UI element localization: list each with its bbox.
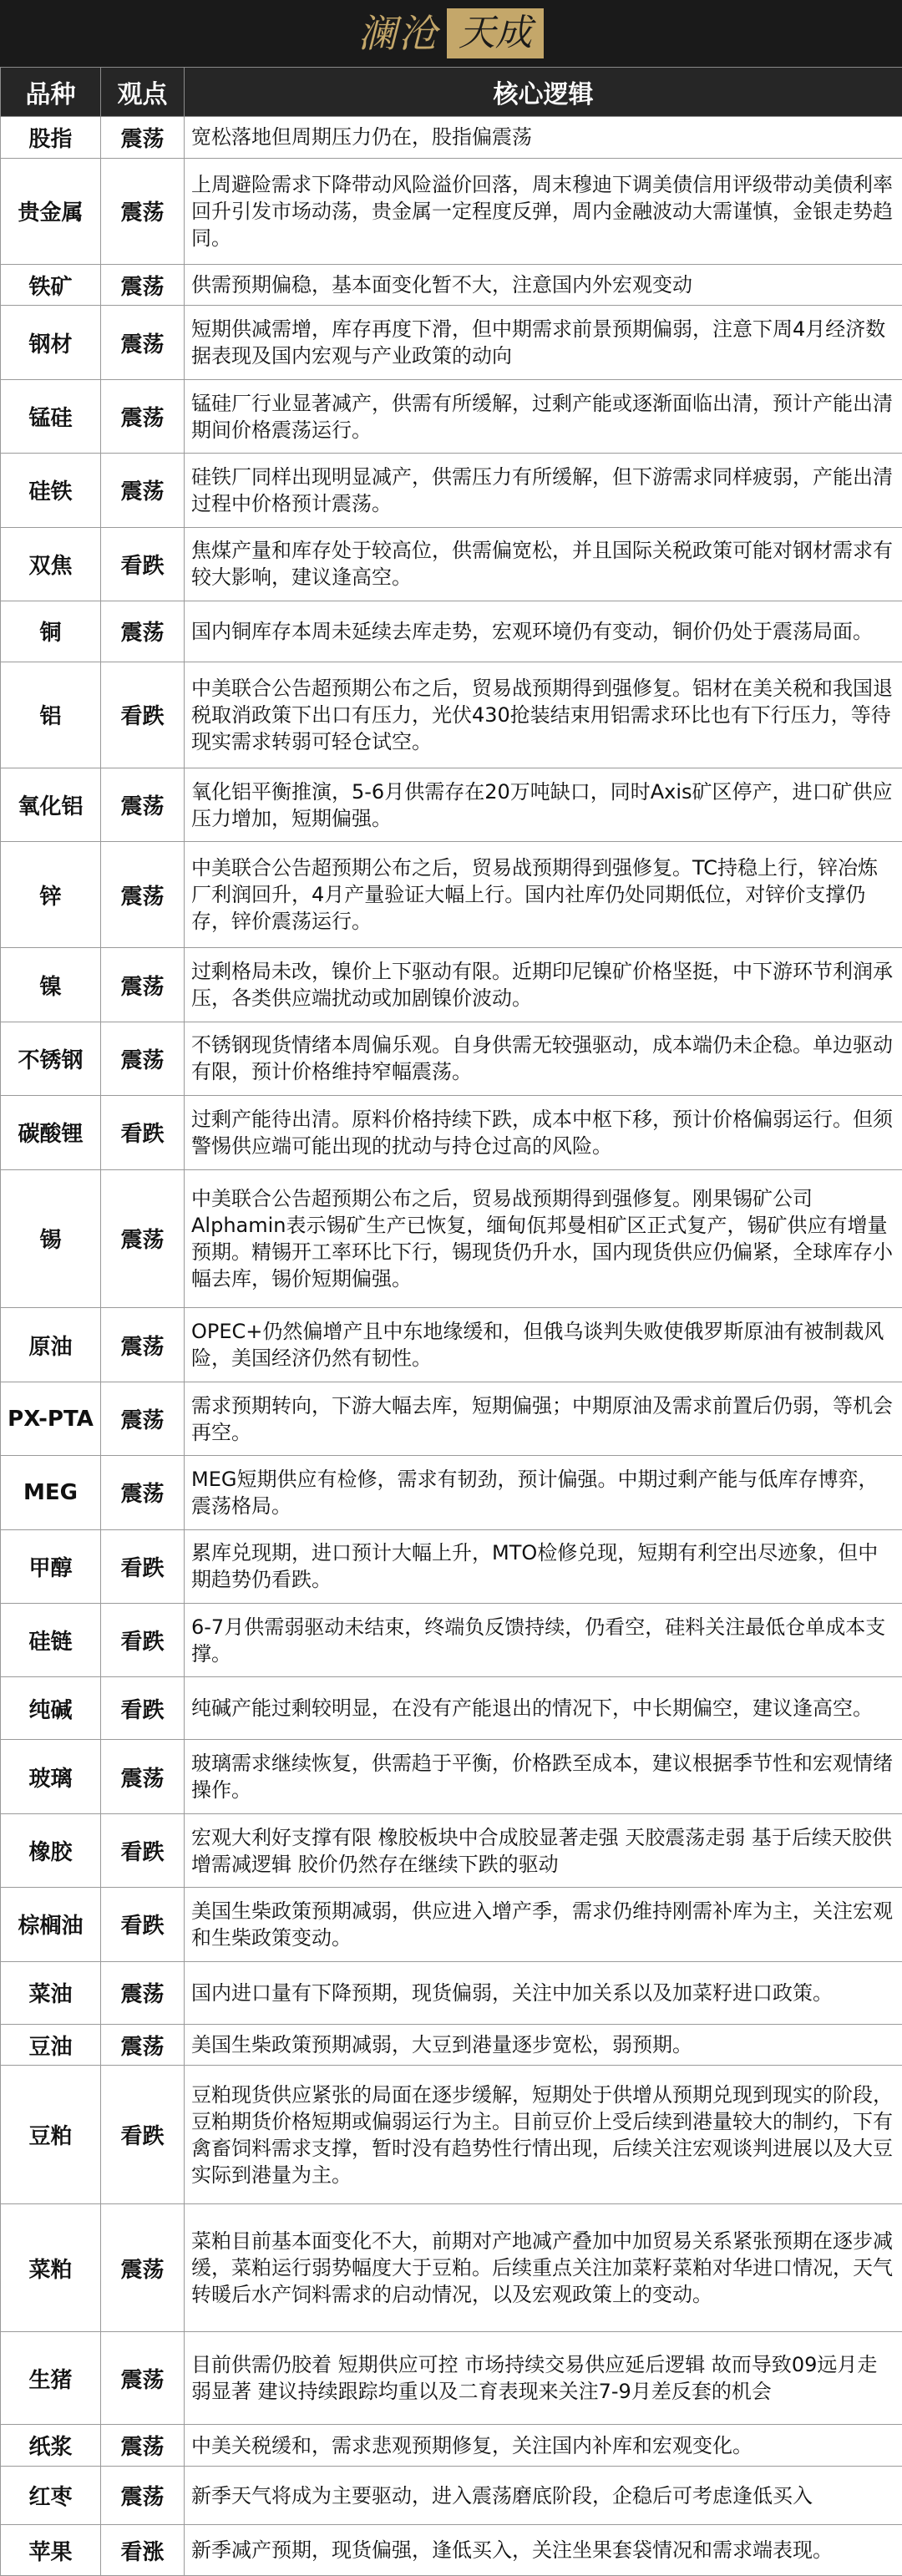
cell-view: 看跌 [101,662,185,768]
cell-variety: 双焦 [1,527,101,601]
cell-variety: 橡胶 [1,1813,101,1887]
cell-view: 震荡 [101,117,185,159]
cell-logic: 新季天气将成为主要驱动，进入震荡磨底阶段，企稳后可考虑逢低买入 [185,2466,902,2524]
cell-variety: 甲醇 [1,1529,101,1603]
table-row [1,1604,902,1677]
cell-variety: 纸浆 [1,2425,101,2467]
cell-view: 震荡 [101,2204,185,2332]
cell-view: 看跌 [101,1677,185,1740]
cell-logic: 需求预期转向，下游大幅去库，短期偏强；中期原油及需求前置后仍弱，等机会再空。 [185,1382,902,1455]
cell-view: 震荡 [101,1308,185,1382]
header-logic: 核心逻辑 [185,68,902,117]
table-row [1,1740,902,1813]
cell-logic: 新季减产预期，现货偏强，逢低买入，关注坐果套袋情况和需求端表现。 [185,2525,902,2576]
cell-view: 震荡 [101,158,185,264]
table-row [1,379,902,453]
cell-view: 震荡 [101,1382,185,1455]
cell-view: 震荡 [101,1022,185,1095]
cell-view: 震荡 [101,264,185,306]
cell-view: 看跌 [101,1604,185,1677]
table-row [1,527,902,601]
cell-logic: 短期供减需增，库存再度下滑，但中期需求前景预期偏弱，注意下周4月经济数据表现及国内宏观与产业政策的动向 [185,306,902,379]
cell-view: 看跌 [101,1096,185,1169]
table-row [1,1456,902,1529]
cell-variety: 铁矿 [1,264,101,306]
table-row [1,842,902,948]
cell-view: 震荡 [101,1456,185,1529]
table-row [1,662,902,768]
cell-logic: 豆粕现货供应紧张的局面在逐步缓解，短期处于供增从预期兑现到现实的阶段，豆粕期货价格短期或偏弱运行为主。目前豆价上受后续到港量较大的制约，下有禽畜饲料需求支撑，暂时没有趋势性行情出现，后续关注宏观谈判进展以及大豆实际到港量为主。 [185,2066,902,2204]
table-header-row [1,68,902,117]
cell-variety: 豆油 [1,2024,101,2066]
cell-logic: OPEC+仍然偏增产且中东地缘缓和，但俄乌谈判失败使俄罗斯原油有被制裁风险，美国经济仍然有韧性。 [185,1308,902,1382]
table-row [1,2204,902,2332]
cell-logic: 美国生柴政策预期减弱，供应进入增产季，需求仍维持刚需补库为主，关注宏观和生柴政策变动。 [185,1888,902,1961]
cell-variety: 碳酸锂 [1,1096,101,1169]
cell-variety: PX-PTA [1,1382,101,1455]
cell-logic: 中美联合公告超预期公布之后，贸易战预期得到强修复。TC持稳上行，锌冶炼厂利润回升，4月产量验证大幅上行。国内社库仍处同期低位，对锌价支撑仍存，锌价震荡运行。 [185,842,902,948]
table-row [1,1022,902,1095]
cell-variety: 苹果 [1,2525,101,2576]
cell-view: 震荡 [101,2466,185,2524]
cell-logic: 过剩产能待出清。原料价格持续下跌，成本中枢下移，预计价格偏弱运行。但须警惕供应端可能出现的扰动与持仓过高的风险。 [185,1096,902,1169]
cell-logic: 锰硅厂行业显著减产，供需有所缓解，过剩产能或逐渐面临出清，预计产能出清期间价格震荡运行。 [185,379,902,453]
cell-view: 震荡 [101,768,185,841]
cell-variety: 菜粕 [1,2204,101,2332]
cell-logic: 宽松落地但周期压力仍在，股指偏震荡 [185,117,902,159]
table-body [1,117,902,2576]
cell-variety: 锡 [1,1169,101,1308]
cell-variety: 不锈钢 [1,1022,101,1095]
brand-logo-right: 天成 [447,8,544,58]
cell-logic: 宏观大利好支撑有限 橡胶板块中合成胶显著走强 天胶震荡走弱 基于后续天胶供增需减逻辑 胶价仍然存在继续下跌的驱动 [185,1813,902,1887]
cell-view: 看跌 [101,527,185,601]
cell-variety: 钢材 [1,306,101,379]
cell-logic: 供需预期偏稳，基本面变化暂不大，注意国内外宏观变动 [185,264,902,306]
table-row [1,2024,902,2066]
cell-logic: 氧化铝平衡推演，5-6月供需存在20万吨缺口，同时Axis矿区停产，进口矿供应压力增加，短期偏强。 [185,768,902,841]
table-row [1,1169,902,1308]
cell-view: 看涨 [101,2525,185,2576]
cell-view: 震荡 [101,1169,185,1308]
cell-view: 震荡 [101,2024,185,2066]
table-row [1,601,902,662]
cell-view: 震荡 [101,601,185,662]
cell-view: 看跌 [101,1529,185,1603]
cell-variety: 菜油 [1,1961,101,2024]
cell-variety: 氧化铝 [1,768,101,841]
cell-variety: 硅铁 [1,454,101,527]
cell-view: 震荡 [101,948,185,1022]
cell-variety: 棕榈油 [1,1888,101,1961]
cell-logic: 累库兑现期，进口预计大幅上升，MTO检修兑现，短期有利空出尽迹象，但中期趋势仍看跌。 [185,1529,902,1603]
table-row [1,117,902,159]
cell-logic: 不锈钢现货情绪本周偏乐观。自身供需无较强驱动，成本端仍未企稳。单边驱动有限，预计价格维持窄幅震荡。 [185,1022,902,1095]
cell-logic: 中美关税缓和，需求悲观预期修复，关注国内补库和宏观变化。 [185,2425,902,2467]
cell-logic: MEG短期供应有检修，需求有韧劲，预计偏强。中期过剩产能与低库存博弈，震荡格局。 [185,1456,902,1529]
table-row [1,2331,902,2424]
cell-logic: 国内进口量有下降预期，现货偏弱，关注中加关系以及加菜籽进口政策。 [185,1961,902,2024]
cell-variety: 锰硅 [1,379,101,453]
cell-logic: 国内铜库存本周未延续去库走势，宏观环境仍有变动，铜价仍处于震荡局面。 [185,601,902,662]
table-row [1,768,902,841]
table-row [1,1961,902,2024]
cell-variety: MEG [1,1456,101,1529]
cell-variety: 镍 [1,948,101,1022]
cell-logic: 目前供需仍胶着 短期供应可控 市场持续交易供应延后逻辑 故而导致09远月走弱显著 建议持续跟踪均重以及二育表现来关注7-9月差反套的机会 [185,2331,902,2424]
table-row [1,1096,902,1169]
cell-variety: 豆粕 [1,2066,101,2204]
cell-view: 震荡 [101,2331,185,2424]
table-row [1,2066,902,2204]
cell-view: 震荡 [101,379,185,453]
cell-view: 震荡 [101,454,185,527]
cell-variety: 股指 [1,117,101,159]
cell-variety: 锌 [1,842,101,948]
table-row [1,454,902,527]
strategy-table [0,67,902,2576]
table-row [1,1888,902,1961]
cell-view: 震荡 [101,1740,185,1813]
table-row [1,1529,902,1603]
cell-logic: 美国生柴政策预期减弱，大豆到港量逐步宽松，弱预期。 [185,2024,902,2066]
cell-variety: 铜 [1,601,101,662]
cell-logic: 纯碱产能过剩较明显，在没有产能退出的情况下，中长期偏空，建议逢高空。 [185,1677,902,1740]
cell-variety: 玻璃 [1,1740,101,1813]
cell-variety: 生猪 [1,2331,101,2424]
cell-variety: 红枣 [1,2466,101,2524]
table-row [1,2425,902,2467]
cell-logic: 中美联合公告超预期公布之后，贸易战预期得到强修复。刚果锡矿公司Alphamin表示锡矿生产已恢复，缅甸佤邦曼相矿区正式复产，锡矿供应有增量预期。精锡开工率环比下行，锡现货仍升水，国内现货供应仍偏紧，全球库存小幅去库，锡价短期偏强。 [185,1169,902,1308]
cell-view: 震荡 [101,842,185,948]
table-row [1,264,902,306]
table-row [1,306,902,379]
brand-logo-left: 澜沧 [358,11,438,56]
cell-logic: 菜粕目前基本面变化不大，前期对产地减产叠加中加贸易关系紧张预期在逐步减缓，菜粕运行弱势幅度大于豆粕。后续重点关注加菜籽菜粕对华进口情况，天气转暖后水产饲料需求的启动情况，以及宏观政策上的变动。 [185,2204,902,2332]
brand-banner [0,0,902,67]
cell-logic: 中美联合公告超预期公布之后，贸易战预期得到强修复。铝材在美关税和我国退税取消政策下出口有压力，光伏430抢装结束用铝需求环比也有下行压力，等待现实需求转弱可轻仓试空。 [185,662,902,768]
cell-logic: 上周避险需求下降带动风险溢价回落，周末穆迪下调美债信用评级带动美债利率回升引发市场动荡，贵金属一定程度反弹，周内金融波动大需谨慎，金银走势趋同。 [185,158,902,264]
cell-logic: 6-7月供需弱驱动未结束，终端负反馈持续，仍看空，硅料关注最低仓单成本支撑。 [185,1604,902,1677]
cell-view: 看跌 [101,1888,185,1961]
cell-variety: 原油 [1,1308,101,1382]
table-row [1,158,902,264]
table-row [1,2466,902,2524]
cell-view: 震荡 [101,2425,185,2467]
brand-logo [358,8,544,58]
cell-view: 震荡 [101,306,185,379]
table-row [1,1677,902,1740]
cell-variety: 硅链 [1,1604,101,1677]
cell-view: 震荡 [101,1961,185,2024]
cell-logic: 硅铁厂同样出现明显减产，供需压力有所缓解，但下游需求同样疲弱，产能出清过程中价格预计震荡。 [185,454,902,527]
table-row [1,2525,902,2576]
cell-variety: 铝 [1,662,101,768]
table-row [1,948,902,1022]
cell-view: 看跌 [101,1813,185,1887]
header-view: 观点 [101,68,185,117]
cell-logic: 焦煤产量和库存处于较高位，供需偏宽松，并且国际关税政策可能对钢材需求有较大影响，建议逢高空。 [185,527,902,601]
table-row [1,1813,902,1887]
cell-view: 看跌 [101,2066,185,2204]
cell-logic: 过剩格局未改，镍价上下驱动有限。近期印尼镍矿价格坚挺，中下游环节利润承压，各类供应端扰动或加剧镍价波动。 [185,948,902,1022]
header-variety: 品种 [1,68,101,117]
table-row [1,1308,902,1382]
cell-variety: 纯碱 [1,1677,101,1740]
table-row [1,1382,902,1455]
cell-variety: 贵金属 [1,158,101,264]
cell-logic: 玻璃需求继续恢复，供需趋于平衡，价格跌至成本，建议根据季节性和宏观情绪操作。 [185,1740,902,1813]
